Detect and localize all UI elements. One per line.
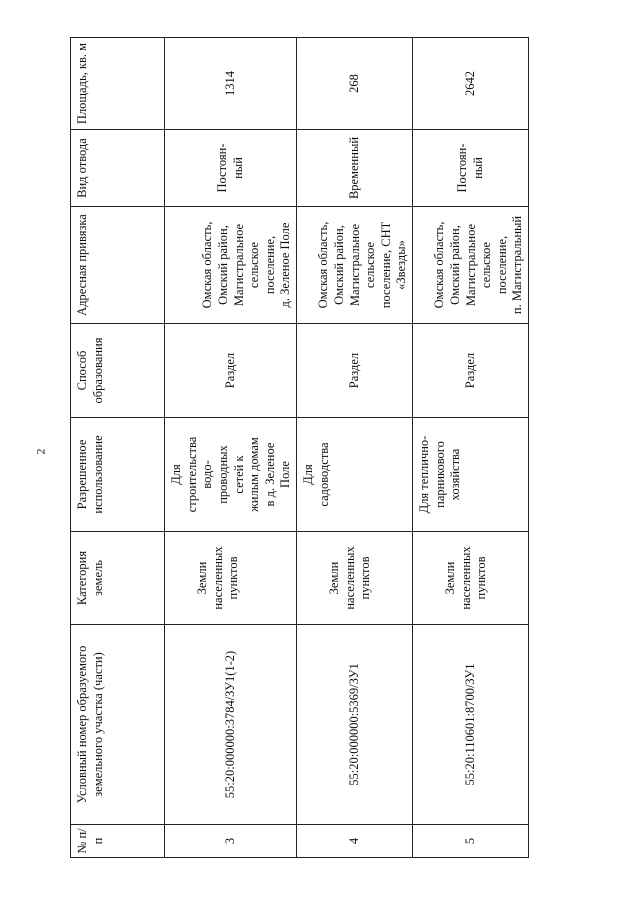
cell-method: Раздел <box>165 324 297 418</box>
cell-address: Омская область, Омский район, Магистральное сельское поселение, СНТ «Звезды» <box>297 207 413 324</box>
cell-num: 4 <box>297 825 413 858</box>
header-type: Вид отвода <box>71 130 165 207</box>
cell-type: Постоян- ный <box>165 130 297 207</box>
cell-use: Для теплично- парникового хозяйства <box>413 418 529 532</box>
cell-use: Для строительства водо- проводных сетей к жилым домам в д. Зеленое Поле <box>165 418 297 532</box>
cell-category: Земли населенных пунктов <box>165 532 297 625</box>
cell-area: 2642 <box>413 38 529 130</box>
cell-num: 3 <box>165 825 297 858</box>
cell-address: Омская область, Омский район, Магистральное сельское поселение, д. Зеленое Поле <box>165 207 297 324</box>
table-header-row <box>71 38 165 858</box>
rotated-table-container <box>70 38 525 858</box>
land-plots-table <box>70 37 529 858</box>
cell-cadastral: 55:20:000000:5369/ЗУ1 <box>297 625 413 825</box>
cell-type: Временный <box>297 130 413 207</box>
cell-category: Земли населенных пунктов <box>413 532 529 625</box>
table-row <box>297 38 413 858</box>
cell-use: Для садоводства <box>297 418 413 532</box>
table-row <box>413 38 529 858</box>
header-category: Категория земель <box>71 532 165 625</box>
cell-cadastral: 55:20:000000:3784/ЗУ1(1-2) <box>165 625 297 825</box>
header-num: № п/п <box>71 825 165 858</box>
page-number: 2 <box>33 448 48 455</box>
cell-address: Омская область, Омский район, Магистральное сельское поселение, п. Магистральный <box>413 207 529 324</box>
cell-category: Земли населенных пунктов <box>297 532 413 625</box>
header-use: Разрешенное использование <box>71 418 165 532</box>
cell-method: Раздел <box>413 324 529 418</box>
cell-type: Постоян- ный <box>413 130 529 207</box>
header-method: Способ образования <box>71 324 165 418</box>
cell-area: 268 <box>297 38 413 130</box>
cell-cadastral: 55:20:110601:8700/ЗУ1 <box>413 625 529 825</box>
header-cadastral: Условный номер образуемого земельного участка (части) <box>71 625 165 825</box>
cell-num: 5 <box>413 825 529 858</box>
cell-method: Раздел <box>297 324 413 418</box>
header-area: Площадь, кв. м <box>71 38 165 130</box>
table-row <box>165 38 297 858</box>
header-address: Адресная привязка <box>71 207 165 324</box>
cell-area: 1314 <box>165 38 297 130</box>
